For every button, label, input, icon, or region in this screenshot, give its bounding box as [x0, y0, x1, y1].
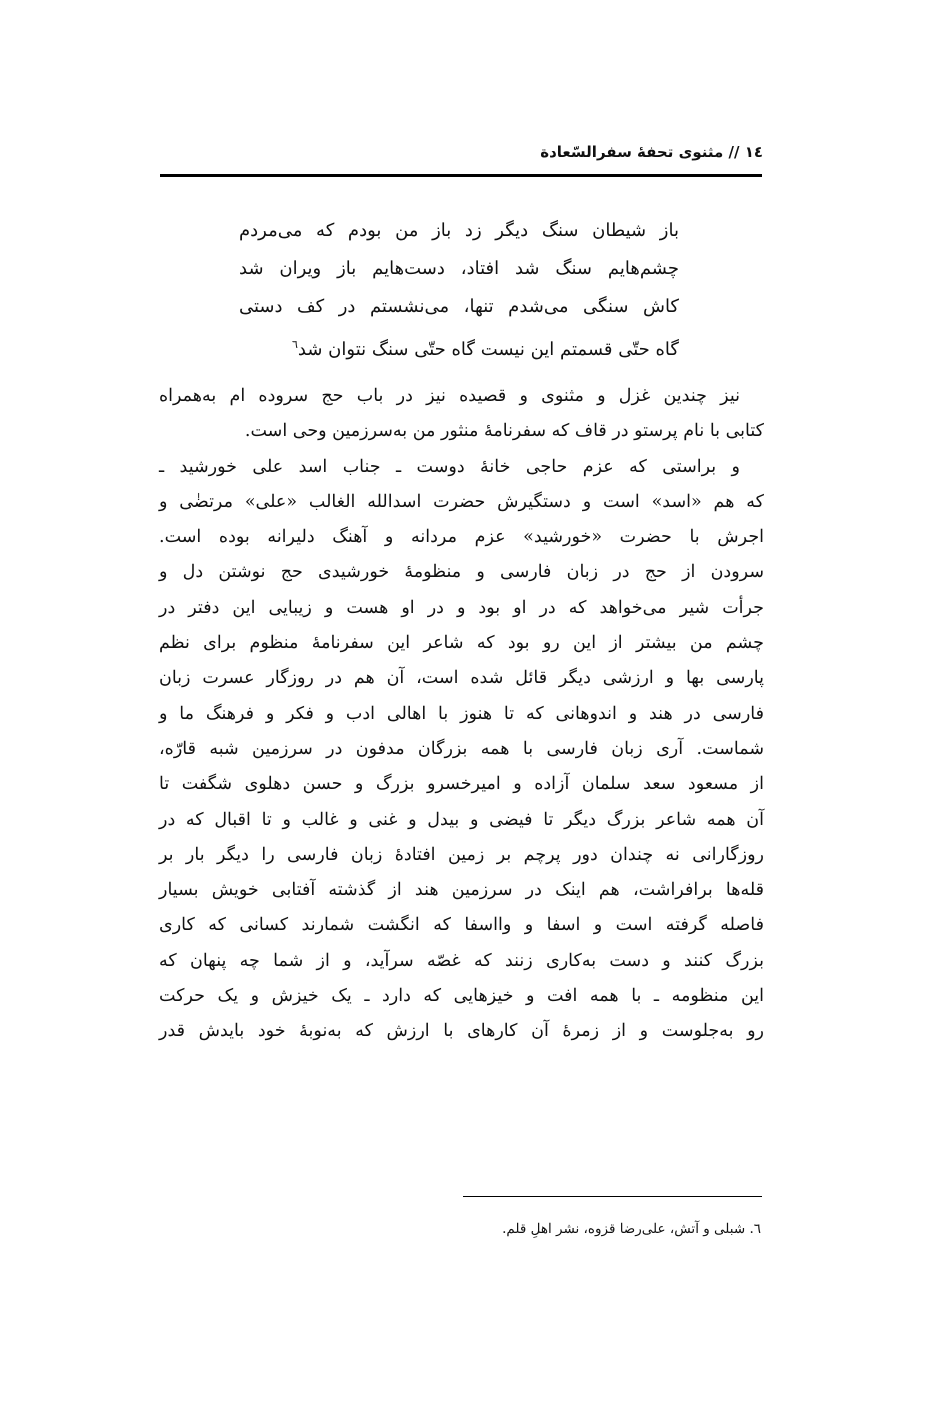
text-line: جرأت شیر می‌خواهد که در او بود و در او هست و زیبایی این دفتر در: [159, 597, 764, 618]
running-head: ١٤ // مثنوی تحفهٔ سفرالسّعادة: [540, 143, 763, 161]
footnote: ٦. شبلی و آتش، علی‌رضا قزوه، نشر اهلِ قلم.: [502, 1221, 761, 1237]
verse-block: [239, 216, 679, 368]
text-line: اجرش با حضرت «خورشید» عزم مردانه و آهنگ دلیرانه بوده است.: [159, 527, 764, 548]
text-line: فارسی در هند و اندوهانی که تا هنوز با اهالی ادب و فکر و فرهنگ ما و: [159, 703, 764, 724]
text-line: پارسی بها و ارزشی دیگر قائل شده است، آن هم در روزگار عسرت زبان: [159, 668, 764, 689]
text-line: که هم «اسد» است و دستگیرش حضرت اسدالله الغالب «علی» مرتضٰی و: [159, 491, 764, 512]
verse-line: گاه حتّی قسمتم این نیست گاه حتّی سنگ نتوان شد$^٦$: [292, 338, 679, 360]
text-line: آن همه شاعر بزرگ دیگر تا فیضی و بیدل و غنی و غالب و تا اقبال که در: [159, 809, 764, 830]
header-rule: [160, 174, 762, 177]
text-line: بزرگ کنند و دست به‌کاری زنند که غصّه سرآید، و از شما چه پنهان که: [159, 950, 764, 971]
body-text: [159, 381, 764, 1052]
verse-line: کاش سنگی می‌شدم تنها، می‌نشستم در کف دستی: [239, 296, 679, 317]
text-line: روزگارانی نه چندان دور پرچم بر زمین افتادهٔ زبان فارسی را دیگر بار بر: [159, 844, 764, 865]
footnote-rule: [463, 1196, 762, 1197]
text-line: نیز چندین غزل و مثنوی و قصیده نیز در باب حج سروده ام به‌همراه: [159, 386, 740, 406]
verse-line: باز شیطان سنگ دیگر زد باز من بودم که می‌مردم: [239, 220, 679, 241]
text-line: شماست. آری زبان فارسی با همه بزرگان مدفون در سرزمین شبه قارّه،: [159, 738, 764, 759]
text-line: این منظومه ـ با همه افت و خیزهایی که دارد ـ یک خیزش و یک حرکت: [159, 986, 764, 1007]
text-line: کتابی با نام پرستو در قاف که سفرنامهٔ منثور من به‌سرزمین وحی است.: [244, 421, 764, 442]
verse-line: چشم‌هایم سنگ شد افتاد، دست‌هایم باز ویران شد: [239, 258, 679, 279]
text-line: قله‌ها برافراشت، هم اینک در سرزمین هند از گذشته آفتابی خویش بسیار: [159, 880, 764, 901]
text-line: چشم من بیشتر از این رو بود که شاعر این سفرنامهٔ منظوم برای نظم: [159, 633, 764, 654]
text-line: و براستی که عزم حاجی خانهٔ دوست ـ جناب اسد علی خورشید ـ: [159, 456, 740, 477]
text-line: از مسعود سعد سلمان آزاده و امیرخسرو بزرگ و حسن دهلوی شگفت تا: [159, 774, 764, 795]
text-line: فاصله گرفته است و اسفا و وااسفا که انگشت شمارند کسانی که کاری: [159, 915, 764, 936]
footnote-marker: ٦: [292, 338, 298, 351]
text-line: رو به‌جلوست و از زمرهٔ آن کارهای با ارزش که به‌نوبهٔ خود بایدش قدر: [159, 1021, 764, 1042]
text-line: سرودن از حج در زبان فارسی و منظومهٔ خورشیدی حج نوشتن دل و: [159, 562, 764, 583]
